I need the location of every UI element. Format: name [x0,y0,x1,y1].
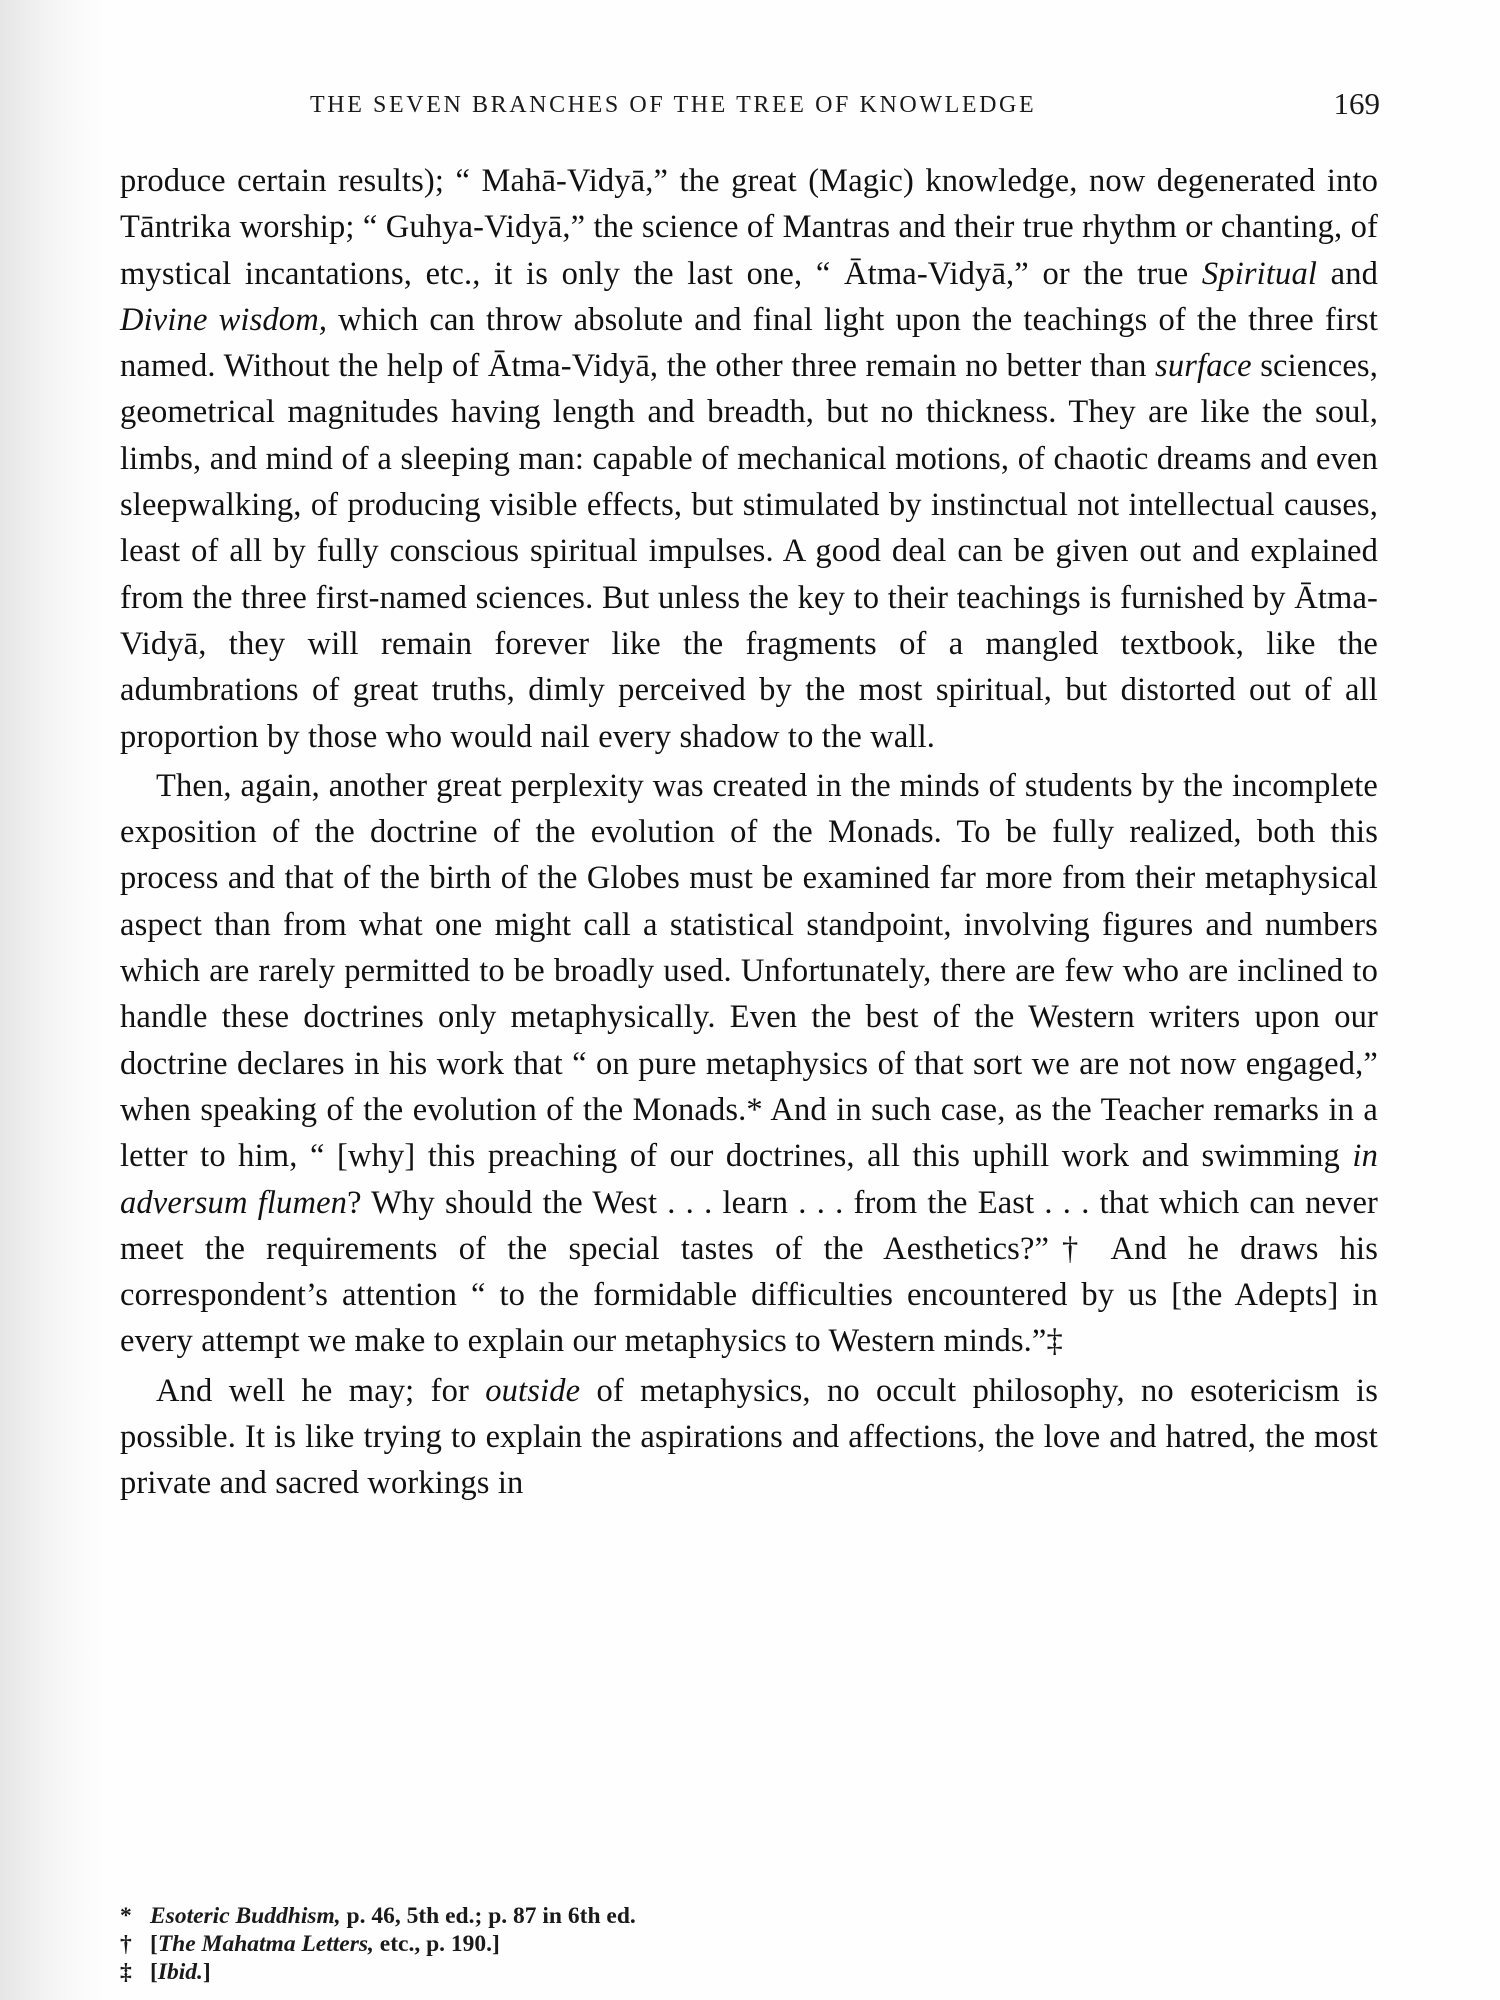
text-run: sciences, geometrical magnitudes having length and breadth, but no thickness. They are like the soul, limbs, and mind of a sleeping man: capable of mechanical motions, of chaotic dreams and even sleepwalking, of producing visible effects, but stimulated by instinctual not intellectual causes, least of all by fully conscious spiritual impulses. A good deal can be given out and explained from the three first-named sciences. But unless the key to their teachings is furnished by Ātma-Vidyā, they will remain forever like the fragments of a mangled textbook, like the adumbrations of great truths, dimly perceived by the most spiritual, but distorted out of all proportion by those who would nail every shadow to the wall. [120,348,1379,755]
italic-run: in adversum flumen [120,1138,1378,1221]
paragraph [120,158,1378,760]
italic-run: Ibid. [157,1959,203,1985]
footnote-mark: ‡ [120,1959,132,1985]
text-run: ? Why should the West . . . learn . . . from the East . . . that which can never meet the requirements of the special tastes of the Aesthetics?”† And he draws his correspondent’s attention “ to the formidable difficulties encountered by us [the Adepts] in every attempt we make to explain our metaphysics to Western minds.”‡ [120,1184,1379,1360]
text-run: and [1317,255,1378,292]
page-header [120,86,1380,126]
text-run: which can throw absolute and final light upon the teachings of the three first named. Without the help of Ātma-Vidyā, the other three remain no better than [120,301,1379,385]
text-run: produce certain results); “ Mahā-Vidyā,” the great (Magic) knowledge, now degenerated into Tāntrika worship; “ Guhya-Vidyā,” the science of Mantras and their true rhythm or chanting, of mystical incantations, etc., it is only the last one, “ Ātma-Vidyā,” or the true [120,163,1378,292]
body-text [120,158,1378,1507]
gutter-shadow [0,0,105,2000]
text-run: ] [202,1959,211,1985]
italic-run: outside [485,1372,581,1409]
footnote [120,1930,1378,1958]
text-run: [ [150,1959,158,1985]
text-run: etc., p. 190.] [373,1931,500,1957]
italic-run: Divine wisdom, [120,301,328,338]
running-head: THE SEVEN BRANCHES OF THE TREE OF KNOWLEDGE [310,92,1037,118]
footnote-mark: † [120,1931,132,1957]
footnotes [120,1902,1378,1986]
text-run: And well he may; for [156,1372,486,1409]
text-run: of metaphysics, no occult philosophy, no esotericism is possible. It is like trying to explain the aspirations and affections, the love and hatred, the most private and sacred workings in [120,1372,1378,1502]
italic-run: Spiritual [1201,255,1318,292]
paragraph [120,763,1378,1365]
footnote [120,1958,1378,1986]
italic-run: surface [1155,348,1252,385]
footnote-mark: * [120,1903,132,1929]
text-run: p. 46, 5th ed.; p. 87 in 6th ed. [340,1903,636,1929]
text-run: [ [150,1931,158,1957]
italic-run: Esoteric Buddhism, [150,1903,341,1929]
italic-run: The Mahatma Letters, [157,1931,374,1957]
paragraph [120,1368,1378,1507]
text-run: Then, again, another great perplexity was created in the minds of students by the incomplete exposition of the doctrine of the evolution of the Monads. To be fully realized, both this process and that of the birth of the Globes must be examined far more from their metaphysical aspect than from what one might call a statistical standpoint, involving figures and numbers which are rarely permitted to be broadly used. Unfortunately, there are few who are inclined to handle these doctrines only metaphysically. Even the best of the Western writers upon our doctrine declares in his work that “ on pure metaphysics of that sort we are not now engaged,” when speaking of the evolution of the Monads.* And in such case, as the Teacher remarks in a letter to him, “ [why] this preaching of our doctrines, all this uphill work and swimming [120,767,1378,1175]
footnote [120,1902,1378,1930]
page-number: 169 [1333,86,1380,121]
